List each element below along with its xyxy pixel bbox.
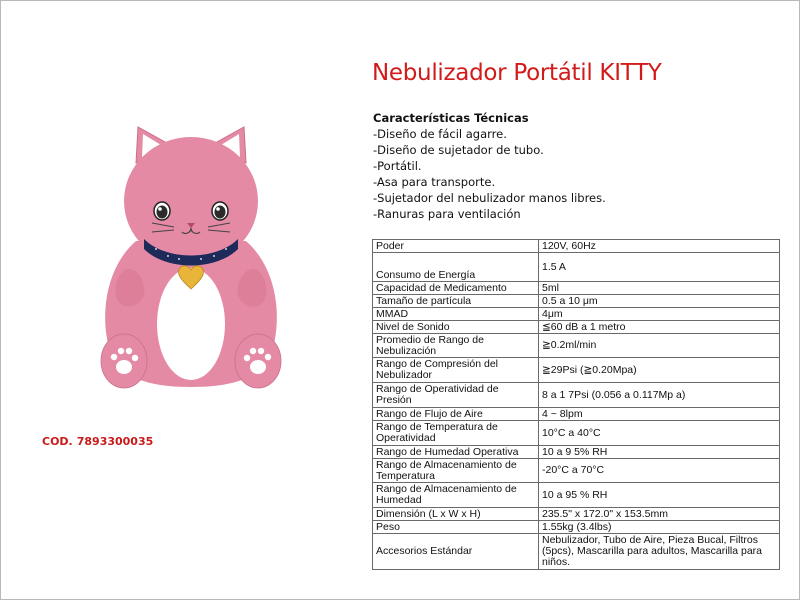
spec-row — [373, 446, 780, 459]
spec-label: Rango de Humedad Operativa — [373, 446, 539, 459]
spec-label: Rango de Compresión del Nebulizador — [373, 358, 539, 383]
spec-value: Nebulizador, Tubo de Aire, Pieza Bucal, Filtros (5pcs), Mascarilla para adultos, Mascarilla para niños. — [539, 534, 780, 570]
spec-value: -20°C a 70°C — [539, 459, 780, 483]
spec-value: 120V, 60Hz — [539, 240, 780, 253]
spec-value: 5ml — [539, 282, 780, 295]
spec-label: Tamaño de partícula — [373, 295, 539, 308]
spec-label: Rango de Operatividad de Presión — [373, 383, 539, 408]
feature-item: -Diseño de sujetador de tubo. — [373, 143, 544, 157]
feature-item: -Portátil. — [373, 159, 422, 173]
feature-item: -Asa para transporte. — [373, 175, 496, 189]
spec-table — [372, 239, 780, 570]
spec-row — [373, 358, 780, 383]
spec-row — [373, 308, 780, 321]
spec-label: Capacidad de Medicamento — [373, 282, 539, 295]
feature-item: -Ranuras para ventilación — [373, 207, 521, 221]
spec-value: 0.5 a 10 μm — [539, 295, 780, 308]
spec-row — [373, 421, 780, 446]
spec-value: 1.55kg (3.4lbs) — [539, 521, 780, 534]
spec-label: Peso — [373, 521, 539, 534]
spec-label: MMAD — [373, 308, 539, 321]
spec-row — [373, 383, 780, 408]
spec-row — [373, 321, 780, 334]
spec-label: Rango de Flujo de Aire — [373, 408, 539, 421]
spec-row — [373, 334, 780, 358]
spec-value: ≧29Psi (≧0.20Mpa) — [539, 358, 780, 383]
pink-cat-nebulizer-image — [96, 119, 286, 397]
spec-value: 1.5 A — [539, 253, 780, 282]
spec-label: Nivel de Sonido — [373, 321, 539, 334]
spec-value: 4μm — [539, 308, 780, 321]
spec-label: Consumo de Energía — [373, 253, 539, 282]
spec-value: 8 a 1 7Psi (0.056 a 0.117Mp a) — [539, 383, 780, 408]
spec-label: Rango de Temperatura de Operatividad — [373, 421, 539, 446]
spec-row — [373, 253, 780, 282]
spec-label: Rango de Almacenamiento de Temperatura — [373, 459, 539, 483]
product-code — [42, 435, 153, 448]
spec-value: 10°C a 40°C — [539, 421, 780, 446]
features-heading: Características Técnicas — [373, 111, 529, 125]
spec-value: ≧0.2ml/min — [539, 334, 780, 358]
spec-row — [373, 521, 780, 534]
spec-value: 235.5" x 172.0" x 153.5mm — [539, 508, 780, 521]
spec-row — [373, 282, 780, 295]
feature-item: -Diseño de fácil agarre. — [373, 127, 507, 141]
spec-label: Poder — [373, 240, 539, 253]
spec-row — [373, 534, 780, 570]
spec-row — [373, 408, 780, 421]
spec-label: Dimensión (L x W x H) — [373, 508, 539, 521]
spec-value: 10 a 95 % RH — [539, 483, 780, 508]
features-section — [373, 110, 606, 222]
spec-row — [373, 483, 780, 508]
product-code-value: 7893300035 — [76, 435, 154, 448]
spec-label: Promedio de Rango de Nebulización — [373, 334, 539, 358]
product-code-label: COD. — [42, 435, 73, 448]
spec-row — [373, 240, 780, 253]
spec-value: 4 ~ 8lpm — [539, 408, 780, 421]
spec-value: ≦60 dB a 1 metro — [539, 321, 780, 334]
spec-row — [373, 459, 780, 483]
spec-label: Accesorios Estándar — [373, 534, 539, 570]
product-title: Nebulizador Portátil KITTY — [372, 60, 662, 86]
spec-row — [373, 508, 780, 521]
spec-label: Rango de Almacenamiento de Humedad — [373, 483, 539, 508]
spec-row — [373, 295, 780, 308]
feature-item: -Sujetador del nebulizador manos libres. — [373, 191, 606, 205]
spec-value: 10 a 9 5% RH — [539, 446, 780, 459]
